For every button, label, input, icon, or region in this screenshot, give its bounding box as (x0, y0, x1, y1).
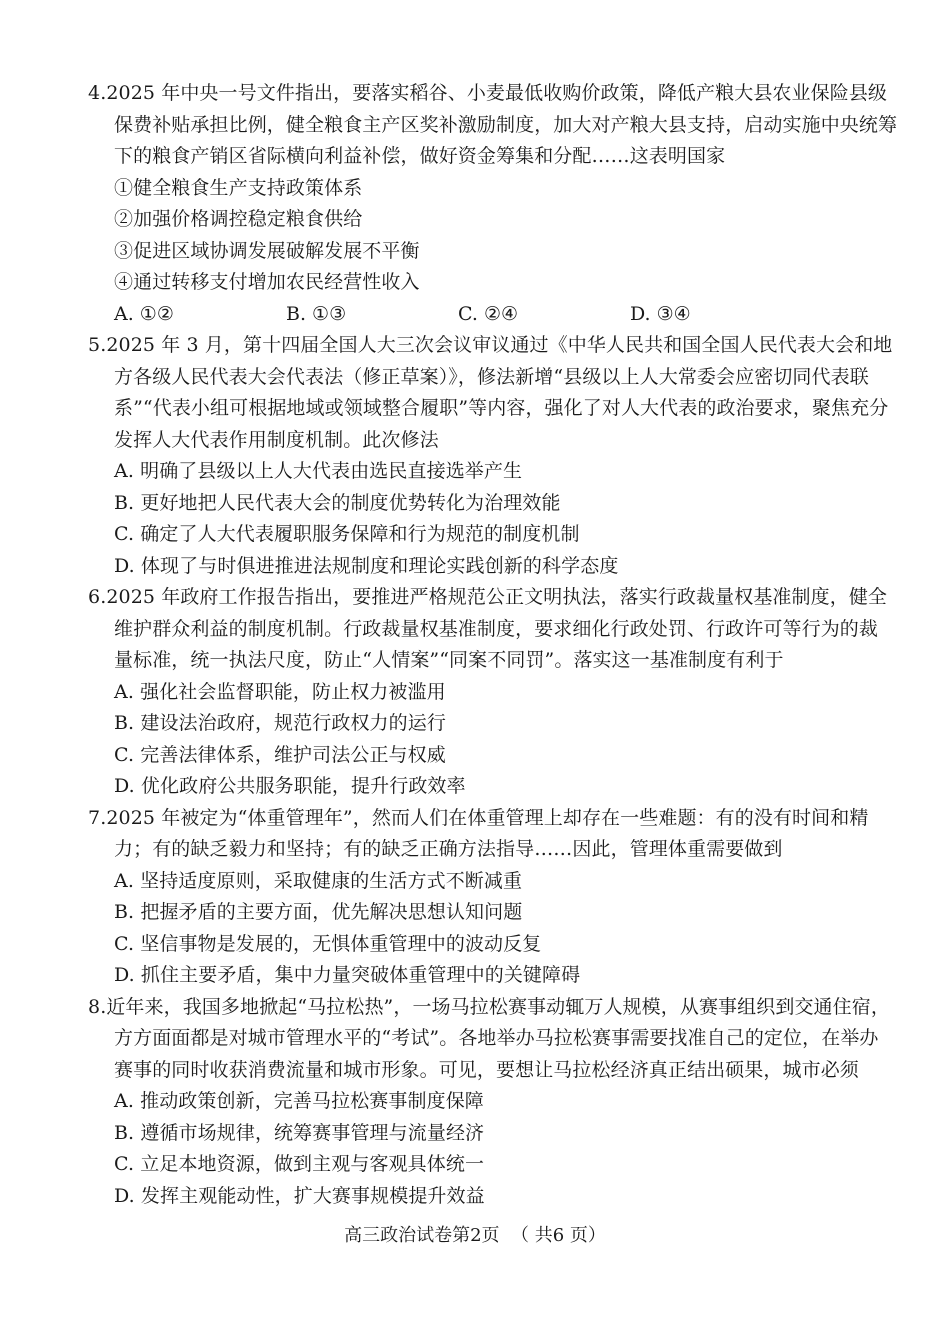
choice-c: C. ②④ (458, 302, 519, 325)
option-b: B. 遵循市场规律，统筹赛事管理与流量经济 (114, 1121, 485, 1144)
choice-a: A. ①② (114, 302, 174, 325)
statement-item: ③促进区域协调发展破解发展不平衡 (114, 239, 420, 262)
question-stem-line: 发挥人大代表作用制度机制。此次修法 (114, 428, 439, 451)
question-5 (88, 330, 893, 582)
option-d: D. 抓住主要矛盾，集中力量突破体重管理中的关键障碍 (114, 964, 581, 986)
question-stem-line: 保费补贴承担比例，健全粮食主产区奖补激励制度，加大对产粮大县支持，启动实施中央统筹 (114, 113, 898, 136)
question-stem-line: 维护群众利益的制度机制。行政裁量权基准制度，要求细化行政处罚、行政许可等行为的裁 (114, 617, 879, 640)
option-b: B. 把握矛盾的主要方面，优先解决思想认知问题 (114, 901, 523, 923)
exam-page (88, 78, 898, 1212)
option-b: B. 建设法治政府，规范行政权力的运行 (114, 712, 446, 734)
question-stem-line: 下的粮食产销区省际横向利益补偿，做好资金筹集和分配……这表明国家 (114, 145, 726, 167)
question-stem-line: 4.2025 年中央一号文件指出，要落实稻谷、小麦最低收购价政策，降低产粮大县农业保险县级 (88, 82, 888, 104)
question-4 (88, 78, 898, 330)
question-stem-line: 赛事的同时收获消费流量和城市形象。可见，要想让马拉松经济真正结出硕果，城市必须 (114, 1058, 859, 1081)
option-c: C. 坚信事物是发展的，无惧体重管理中的波动反复 (114, 932, 542, 955)
question-stem-line: 量标准，统一执法尺度，防止“人情案”“同案不同罚”。落实这一基准制度有利于 (114, 649, 784, 671)
option-c: C. 完善法律体系，维护司法公正与权威 (114, 743, 446, 766)
question-8 (88, 992, 890, 1213)
statement-item: ④通过转移支付增加农民经营性收入 (114, 271, 420, 293)
option-a: A. 推动政策创新，完善马拉松赛事制度保障 (114, 1090, 484, 1112)
question-stem-line: 5.2025 年 3 月，第十四届全国人大三次会议审议通过《中华人民共和国全国人民代表大会和地 (88, 334, 893, 356)
question-stem-line: 7.2025 年被定为“体重管理年”，然而人们在体重管理上却存在一些难题：有的没有时间和精 (88, 806, 869, 829)
question-stem-line: 8.近年来，我国多地掀起“马拉松热”，一场马拉松赛事动辄万人规模，从赛事组织到交通住宿， (88, 995, 890, 1018)
option-d: D. 体现了与时俱进推进法规制度和理论实践创新的科学态度 (114, 554, 619, 577)
question-stem-line: 方方面面都是对城市管理水平的“考试”。各地举办马拉松赛事需要找准自己的定位，在举办 (114, 1027, 879, 1049)
choice-b: B. ①③ (286, 302, 347, 325)
option-a: A. 明确了县级以上人大代表由选民直接选举产生 (114, 460, 523, 482)
option-a: A. 坚持适度原则，采取健康的生活方式不断减重 (114, 869, 523, 892)
statement-item: ①健全粮食生产支持政策体系 (114, 176, 363, 199)
option-b: B. 更好地把人民代表大会的制度优势转化为治理效能 (114, 491, 561, 514)
question-7 (88, 803, 868, 992)
choice-row (88, 299, 868, 331)
option-d: D. 发挥主观能动性，扩大赛事规模提升效益 (114, 1184, 485, 1207)
option-d: D. 优化政府公共服务职能，提升行政效率 (114, 775, 466, 797)
question-6 (88, 582, 888, 803)
question-stem-line: 6.2025 年政府工作报告指出，要推进严格规范公正文明执法，落实行政裁量权基准制度，健全 (88, 586, 888, 608)
question-stem-line: 力；有的缺乏毅力和坚持；有的缺乏正确方法指导……因此，管理体重需要做到 (114, 838, 783, 860)
option-a: A. 强化社会监督职能，防止权力被滥用 (114, 680, 446, 703)
statement-item: ②加强价格调控稳定粮食供给 (114, 208, 363, 230)
choice-d: D. ③④ (630, 302, 691, 325)
question-stem-line: 系”“代表小组可根据地域或领域整合履职”等内容，强化了对人大代表的政治要求，聚焦充分 (114, 397, 889, 419)
page-footer: 高三政治试卷第2页 （ 共6 页） (344, 1225, 606, 1246)
option-c: C. 确定了人大代表履职服务保障和行为规范的制度机制 (114, 523, 580, 545)
question-stem-line: 方各级人民代表大会代表法（修正草案）》，修法新增“县级以上人大常委会应密切同代表联 (114, 365, 869, 388)
option-c: C. 立足本地资源，做到主观与客观具体统一 (114, 1153, 485, 1175)
